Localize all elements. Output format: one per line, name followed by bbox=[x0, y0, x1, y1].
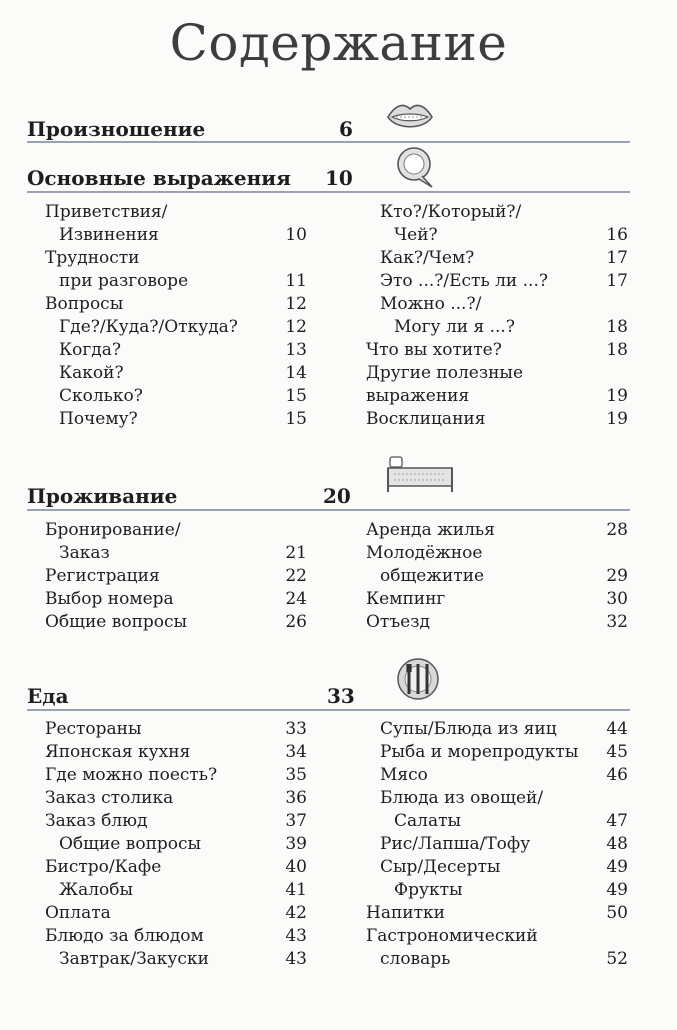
toc-entry[interactable]: Кемпинг 30 bbox=[366, 589, 628, 609]
toc-entry[interactable]: Отъезд 32 bbox=[366, 612, 628, 632]
bed-icon bbox=[384, 454, 456, 494]
toc-entry[interactable]: Как?/Чем? 17 bbox=[380, 248, 628, 268]
toc-entry[interactable]: Чей? 16 bbox=[394, 225, 628, 245]
toc-entry[interactable]: Где можно поесть? 35 bbox=[45, 765, 307, 785]
toc-entry[interactable]: Рис/Лапша/Тофу 48 bbox=[380, 834, 628, 854]
section-title: Проживание bbox=[27, 484, 178, 508]
toc-column-right bbox=[366, 201, 628, 431]
toc-entry[interactable]: Аренда жилья 28 bbox=[366, 520, 628, 540]
cutlery-plate-icon bbox=[396, 654, 440, 704]
toc-column-left bbox=[45, 519, 307, 634]
section-heading-accommodation[interactable] bbox=[27, 483, 351, 509]
section-title: Основные выражения bbox=[27, 166, 291, 190]
toc-entry[interactable]: Что вы хотите? 18 bbox=[366, 340, 628, 360]
page-title: Содержание bbox=[169, 14, 508, 72]
toc-entry[interactable]: Можно ...?/ bbox=[380, 294, 482, 314]
toc-entry[interactable]: Могу ли я ...? 18 bbox=[394, 317, 628, 337]
toc-entry[interactable]: Заказ блюд 37 bbox=[45, 811, 307, 831]
toc-entry[interactable]: Блюда из овощей/ bbox=[380, 788, 544, 808]
toc-entry[interactable]: Кто?/Который?/ bbox=[380, 202, 522, 222]
toc-entry[interactable]: Общие вопросы 39 bbox=[59, 834, 307, 854]
section-divider bbox=[27, 509, 630, 511]
toc-entry[interactable]: Это ...?/Есть ли ...? 17 bbox=[380, 271, 628, 291]
toc-entry[interactable]: Гастрономический bbox=[366, 926, 538, 946]
toc-entry[interactable]: Сколько? 15 bbox=[59, 386, 307, 406]
toc-entry[interactable]: Вопросы 12 bbox=[45, 294, 307, 314]
toc-entry[interactable]: Регистрация 22 bbox=[45, 566, 307, 586]
section-heading-pronunciation[interactable] bbox=[27, 116, 353, 142]
section-divider bbox=[27, 141, 630, 143]
toc-entry[interactable]: Блюдо за блюдом 43 bbox=[45, 926, 307, 946]
toc-entry[interactable]: Где?/Куда?/Откуда? 12 bbox=[59, 317, 307, 337]
section-title: Произношение bbox=[27, 117, 206, 141]
toc-entry[interactable]: общежитие 29 bbox=[380, 566, 628, 586]
toc-entry[interactable]: Рестораны 33 bbox=[45, 719, 307, 739]
toc-entry[interactable]: словарь 52 bbox=[380, 949, 628, 969]
toc-entry[interactable]: Трудности bbox=[45, 248, 140, 268]
toc-column-right bbox=[366, 519, 628, 634]
toc-entry[interactable]: при разговоре 11 bbox=[59, 271, 307, 291]
toc-entry[interactable]: Японская кухня 34 bbox=[45, 742, 307, 762]
toc-entry[interactable]: Извинения 10 bbox=[59, 225, 307, 245]
section-page-number: 10 bbox=[325, 166, 353, 190]
toc-entry[interactable]: Бистро/Кафе 40 bbox=[45, 857, 307, 877]
section-title: Еда bbox=[27, 684, 69, 708]
toc-entry[interactable]: Заказ столика 36 bbox=[45, 788, 307, 808]
toc-entry[interactable]: Приветствия/ bbox=[45, 202, 168, 222]
toc-entry[interactable]: Бронирование/ bbox=[45, 520, 181, 540]
toc-entry[interactable]: Какой? 14 bbox=[59, 363, 307, 383]
toc-entry[interactable]: Супы/Блюда из яиц 44 bbox=[380, 719, 628, 739]
toc-column-right bbox=[366, 718, 628, 971]
section-page-number: 33 bbox=[327, 684, 355, 708]
toc-entry[interactable]: Завтрак/Закуски 43 bbox=[59, 949, 307, 969]
section-heading-food[interactable] bbox=[27, 683, 355, 709]
section-page-number: 6 bbox=[339, 117, 353, 141]
toc-entry[interactable]: Когда? 13 bbox=[59, 340, 307, 360]
toc-entry[interactable]: выражения 19 bbox=[366, 386, 628, 406]
toc-entry[interactable]: Салаты 47 bbox=[394, 811, 628, 831]
toc-entry[interactable]: Оплата 42 bbox=[45, 903, 307, 923]
section-heading-basic-expressions[interactable] bbox=[27, 165, 353, 191]
toc-entry[interactable]: Общие вопросы 26 bbox=[45, 612, 307, 632]
toc-entry[interactable]: Жалобы 41 bbox=[59, 880, 307, 900]
speech-bubble-icon bbox=[393, 145, 435, 189]
toc-entry[interactable]: Другие полезные bbox=[366, 363, 524, 383]
toc-entry[interactable]: Фрукты 49 bbox=[394, 880, 628, 900]
toc-entry[interactable]: Рыба и морепродукты 45 bbox=[380, 742, 628, 762]
toc-entry[interactable]: Почему? 15 bbox=[59, 409, 307, 429]
toc-column-left bbox=[45, 201, 307, 431]
toc-entry[interactable]: Мясо 46 bbox=[380, 765, 628, 785]
toc-entry[interactable]: Сыр/Десерты 49 bbox=[380, 857, 628, 877]
section-divider bbox=[27, 191, 630, 193]
toc-entry[interactable]: Напитки 50 bbox=[366, 903, 628, 923]
section-divider bbox=[27, 709, 630, 711]
lips-icon bbox=[386, 100, 434, 134]
toc-entry[interactable]: Заказ 21 bbox=[59, 543, 307, 563]
toc-column-left bbox=[45, 718, 307, 971]
section-page-number: 20 bbox=[323, 484, 351, 508]
toc-entry[interactable]: Восклицания 19 bbox=[366, 409, 628, 429]
toc-entry[interactable]: Молодёжное bbox=[366, 543, 483, 563]
toc-entry[interactable]: Выбор номера 24 bbox=[45, 589, 307, 609]
